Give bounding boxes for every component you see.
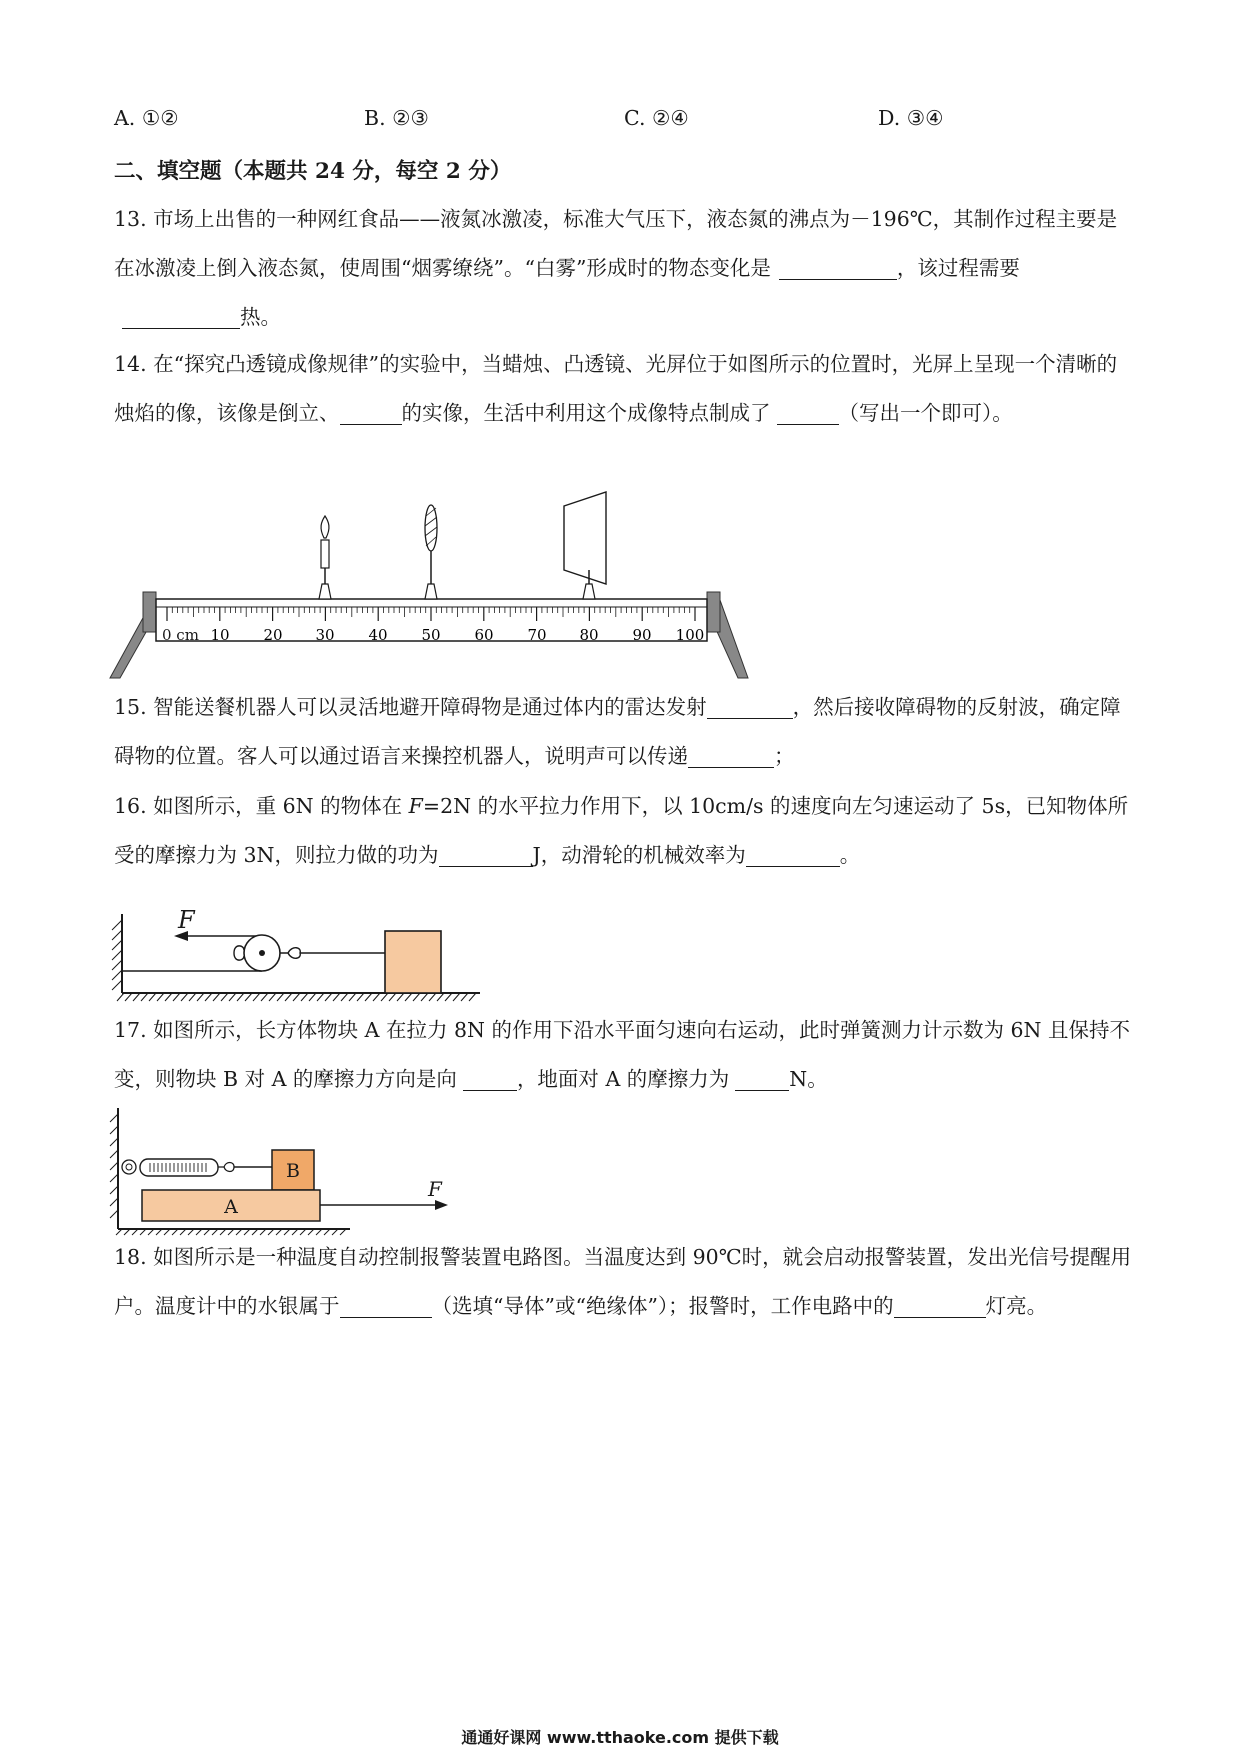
q14-blank-1 bbox=[340, 402, 402, 425]
block-b-label: B bbox=[286, 1160, 300, 1182]
light-screen bbox=[564, 492, 606, 599]
q17-text-1: 17. 如图所示，长方体物块 A 在拉力 8N 的作用下沿水平面匀速向右运动，此时弹簧测力计示数为 6N 且保持不变，则物块 B 对 A 的摩擦力方向是向 bbox=[114, 1018, 1130, 1091]
q13-text-2: ，该过程需要 bbox=[896, 256, 1020, 280]
option-c: C. ②④ bbox=[624, 106, 689, 130]
question-16 bbox=[114, 782, 1134, 880]
tick-label-100: 100 bbox=[675, 626, 705, 644]
q14-text-2: 的实像，生活中利用这个成像特点制成了 bbox=[401, 401, 771, 425]
q18-text-1: 18. 如图所示是一种温度自动控制报警装置电路图。当温度达到 90℃时，就会启动报警装置，发出光信号提醒用户。温度计中的水银属于 bbox=[114, 1245, 1132, 1318]
q17-text-3: N。 bbox=[789, 1067, 828, 1091]
option-a: A. ①② bbox=[114, 106, 179, 130]
tick-label-80: 80 bbox=[579, 626, 599, 644]
q16-blank-1 bbox=[439, 844, 533, 867]
question-14 bbox=[114, 340, 1134, 438]
ground-hatching bbox=[117, 993, 476, 1001]
candle bbox=[319, 516, 331, 599]
convex-lens bbox=[425, 505, 437, 599]
force-label: F bbox=[178, 906, 195, 934]
q16-text-3: J，动滑轮的机械效率为 bbox=[532, 843, 746, 867]
force-arrow-head bbox=[435, 1200, 448, 1210]
q16-text-4: 。 bbox=[839, 843, 861, 867]
tick-label-50: 50 bbox=[421, 626, 441, 644]
q13-text-1: 13. 市场上出售的一种网红食品——液氮冰激凌，标准大气压下，液态氮的沸点为－196℃，其制作过程主要是在冰激凌上倒入液态氮，使周围“烟雾缭绕”。“白雾”形成时的物态变化是 bbox=[114, 207, 1118, 280]
optical-bench-figure bbox=[110, 488, 750, 688]
q18-text-2: （选填“导体”或“绝缘体”）；报警时，工作电路中的 bbox=[431, 1294, 894, 1318]
pulley-figure bbox=[110, 890, 490, 1005]
right-end-post bbox=[707, 592, 720, 632]
block-a-label: A bbox=[224, 1196, 238, 1218]
question-18 bbox=[114, 1233, 1134, 1331]
q13-blank-2 bbox=[122, 306, 240, 329]
q14-text-3: （写出一个即可）。 bbox=[838, 401, 1013, 425]
page-footer: 通通好课网 www.tthaoke.com 提供下载 bbox=[461, 1728, 779, 1747]
q18-text-3: 灯亮。 bbox=[985, 1294, 1048, 1318]
tick-label-60: 60 bbox=[474, 626, 494, 644]
q15-text-2: ，然后接收障碍物的反射波，确定障碍物的位置。客人可以通过语言来操控机器人，说明声可以传递 bbox=[114, 695, 1121, 768]
q16-blank-2 bbox=[746, 844, 840, 867]
blocks-figure bbox=[110, 1108, 455, 1233]
option-b: B. ②③ bbox=[364, 106, 429, 130]
question-15 bbox=[114, 683, 1134, 781]
unit-label: 0 cm bbox=[162, 626, 199, 644]
section-title: 二、填空题（本题共 24 分，每空 2 分） bbox=[114, 159, 512, 184]
tick-label-70: 70 bbox=[527, 626, 547, 644]
question-17 bbox=[114, 1006, 1134, 1104]
q17-text-2: ，地面对 A 的摩擦力为 bbox=[516, 1067, 730, 1091]
answer-options-row bbox=[114, 106, 1134, 136]
q18-blank-1 bbox=[340, 1295, 432, 1318]
q15-text-1: 15. 智能送餐机器人可以灵活地避开障碍物是通过体内的雷达发射 bbox=[114, 695, 707, 719]
q15-text-3: ； bbox=[774, 744, 795, 768]
tick-label-30: 30 bbox=[315, 626, 335, 644]
q16-text-2: =2N 的水平拉力作用下，以 10cm/s 的速度向左匀速运动了 5s，已知物体所受的摩擦力为 3N，则拉力做的功为 bbox=[114, 794, 1129, 867]
q15-blank-1 bbox=[707, 696, 793, 719]
option-d: D. ③④ bbox=[878, 106, 944, 130]
q16-force-symbol: F bbox=[408, 794, 423, 818]
spring-scale bbox=[122, 1159, 272, 1176]
force-label: F bbox=[428, 1177, 442, 1201]
tick-label-40: 40 bbox=[368, 626, 388, 644]
q18-blank-2 bbox=[894, 1295, 986, 1318]
q13-blank-1 bbox=[779, 257, 897, 280]
q15-blank-2 bbox=[688, 745, 774, 768]
q17-blank-2 bbox=[735, 1068, 789, 1091]
q14-blank-2 bbox=[777, 402, 839, 425]
q14-text-1: 14. 在“探究凸透镜成像规律”的实验中，当蜡烛、凸透镜、光屏位于如图所示的位置时，光屏上呈现一个清晰的烛焰的像，该像是倒立、 bbox=[114, 352, 1118, 425]
q16-text-1: 16. 如图所示，重 6N 的物体在 bbox=[114, 794, 409, 818]
block bbox=[385, 931, 441, 993]
tick-label-20: 20 bbox=[263, 626, 283, 644]
tick-label-10: 10 bbox=[210, 626, 230, 644]
q13-text-3: 热。 bbox=[240, 305, 281, 329]
question-13 bbox=[114, 195, 1134, 342]
tick-label-90: 90 bbox=[632, 626, 652, 644]
q17-blank-1 bbox=[463, 1068, 517, 1091]
left-end-post bbox=[143, 592, 156, 632]
